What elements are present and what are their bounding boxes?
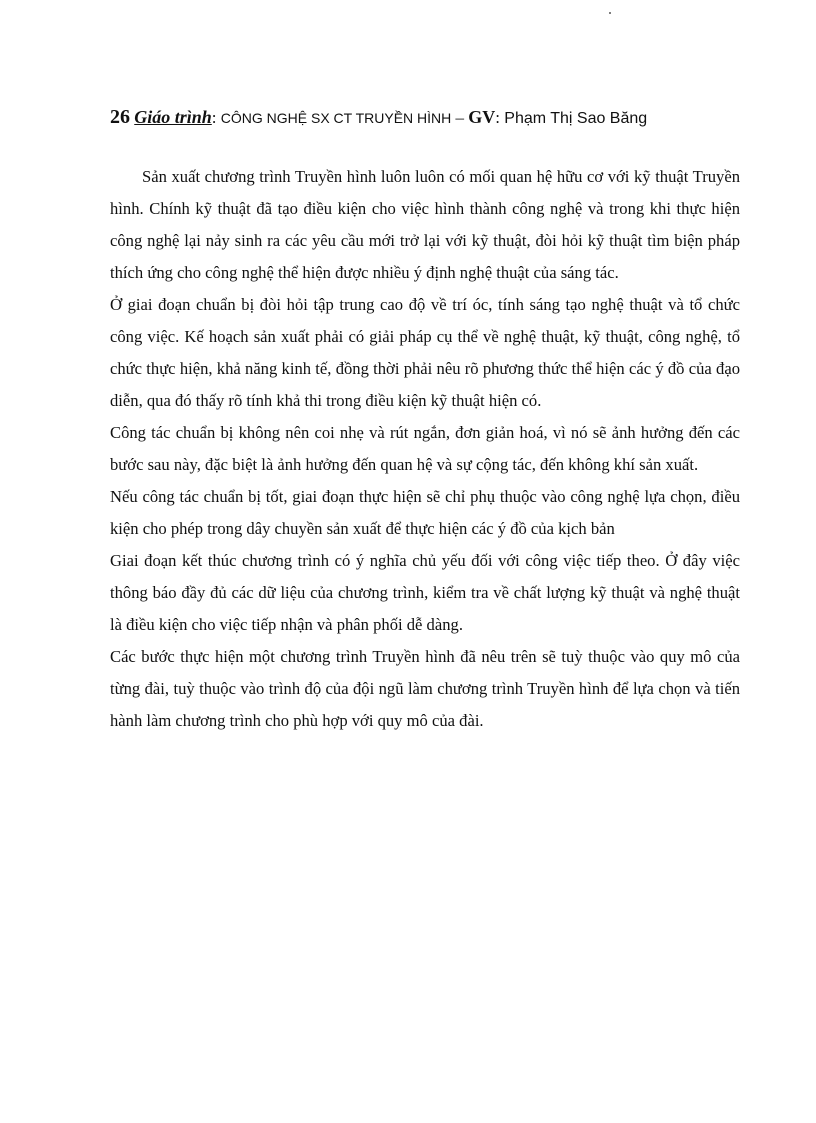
header-label: Giáo trình <box>134 107 212 127</box>
header-separator: : <box>211 108 221 127</box>
header-teacher: Phạm Thị Sao Băng <box>504 110 648 127</box>
scan-speck <box>609 12 611 14</box>
header-gv-label: GV <box>468 107 496 127</box>
paragraph: Ở giai đoạn chuẩn bị đòi hỏi tập trung cao độ về trí óc, tính sáng tạo nghệ thuật và tổ chức công việc. Kế hoạch sản xuất phải có giải pháp cụ thể về nghệ thuật, kỹ thuật, công nghệ, tổ chức thực hiện, khả năng kinh tế, đồng thời phải nêu rõ phương thức thể hiện các ý đồ của đạo diễn, qua đó thấy rõ tính khả thi trong điều kiện kỹ thuật hiện có. <box>110 295 740 410</box>
paragraph: Giai đoạn kết thúc chương trình có ý nghĩa chủ yếu đối với công việc tiếp theo. Ở đây việc thông báo đầy đủ các dữ liệu của chương trình, kiểm tra về chất lượng kỹ thuật và nghệ thuật là điều kiện cho việc tiếp nhận và phân phối dễ dàng. <box>110 551 740 634</box>
page-header <box>110 104 750 132</box>
paragraph: Công tác chuẩn bị không nên coi nhẹ và rút ngắn, đơn giản hoá, vì nó sẽ ảnh hưởng đến các bước sau này, đặc biệt là ảnh hưởng đến quan hệ và sự cộng tác, đến không khí sản xuất. <box>110 423 740 474</box>
header-dash: – <box>451 108 469 127</box>
header-gv-colon: : <box>495 108 505 127</box>
paragraph: Các bước thực hiện một chương trình Truyền hình đã nêu trên sẽ tuỳ thuộc vào quy mô của từng đài, tuỳ thuộc vào trình độ của đội ngũ làm chương trình Truyền hình để lựa chọn và tiến hành làm chương trình cho phù hợp với quy mô của đài. <box>110 647 740 730</box>
body-text <box>110 161 740 737</box>
paragraph: Sản xuất chương trình Truyền hình luôn luôn có mối quan hệ hữu cơ với kỹ thuật Truyền hình. Chính kỹ thuật đã tạo điều kiện cho việc hình thành công nghệ và trong khi thực hiện công nghệ lại nảy sinh ra các yêu cầu mới trở lại với kỹ thuật, đòi hỏi kỹ thuật tìm biện pháp thích ứng cho công nghệ thể hiện được nhiều ý định nghệ thuật của sáng tác. <box>110 167 740 282</box>
header-subject: CÔNG NGHỆ SX CT TRUYỀN HÌNH <box>220 110 452 126</box>
paragraph: Nếu công tác chuẩn bị tốt, giai đoạn thực hiện sẽ chỉ phụ thuộc vào công nghệ lựa chọn, điều kiện cho phép trong dây chuyền sản xuất để thực hiện các ý đồ của kịch bản <box>110 487 740 538</box>
page-number: 26 <box>110 106 130 128</box>
